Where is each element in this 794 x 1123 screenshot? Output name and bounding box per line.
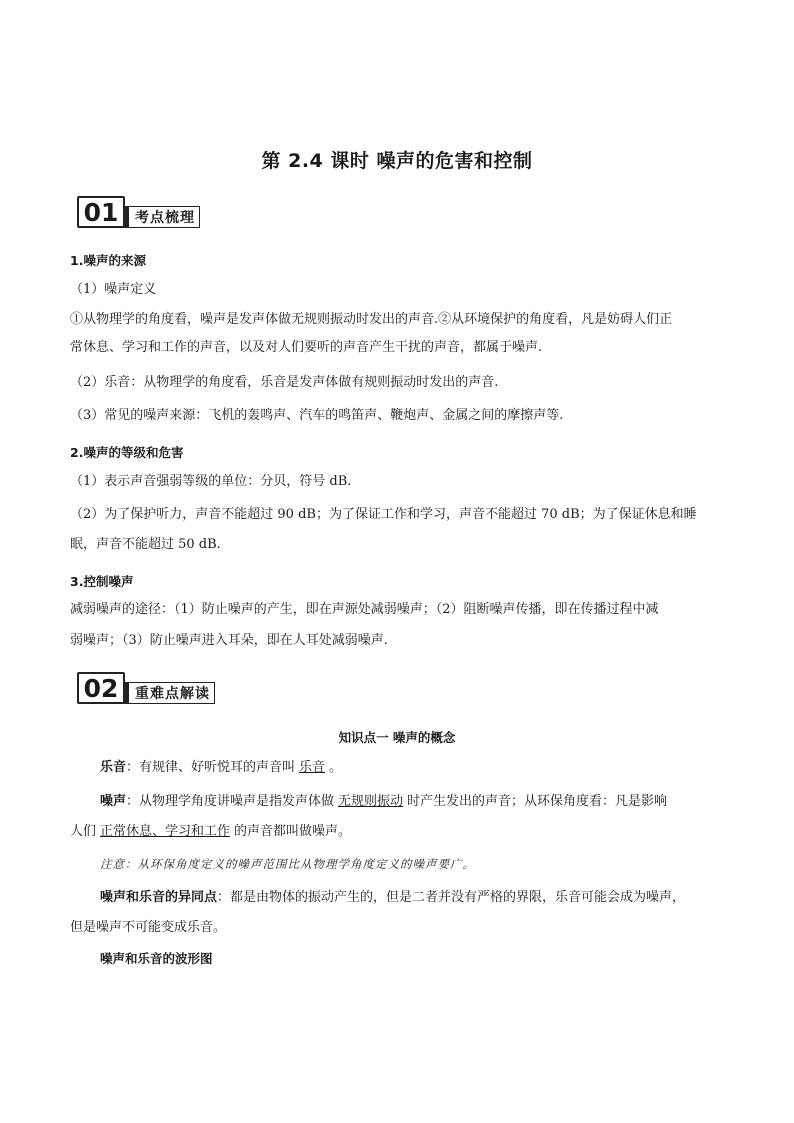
section-label-text: 考点梳理 bbox=[135, 210, 195, 226]
fill-in-answer: 无规则振动 bbox=[338, 794, 404, 809]
paragraph: 眠，声音不能超过 50 dB. bbox=[70, 537, 221, 552]
fill-in-answer: 乐音 bbox=[299, 760, 326, 775]
text: 时产生发出的声音；从环保角度看：凡是影响 bbox=[407, 794, 668, 809]
term: 噪声 bbox=[100, 794, 127, 809]
heading-noise-control: 3.控制噪声 bbox=[70, 574, 134, 589]
paragraph: （1）噪声定义 bbox=[70, 282, 157, 297]
paragraph: （2）乐音：从物理学的角度看，乐音是发声体做有规则振动时发出的声音. bbox=[70, 375, 499, 390]
section-number: 01 bbox=[77, 196, 125, 228]
waveform-heading: 噪声和乐音的波形图 bbox=[100, 951, 213, 966]
heading-noise-source: 1.噪声的来源 bbox=[70, 253, 146, 268]
paragraph: （3）常见的噪声来源：飞机的轰鸣声、汽车的鸣笛声、鞭炮声、金属之间的摩擦声等. bbox=[70, 408, 564, 423]
paragraph-noise-def-cont bbox=[70, 818, 730, 846]
text: ：从物理学角度讲噪声是指发声体做 bbox=[126, 794, 335, 809]
fill-in-answer: 正常休息、学习和工作 bbox=[100, 824, 231, 839]
section-label bbox=[125, 682, 215, 704]
text: 的声音都叫做噪声。 bbox=[234, 824, 352, 839]
term: 乐音 bbox=[100, 760, 127, 775]
heading-noise-level: 2.噪声的等级和危害 bbox=[70, 445, 184, 460]
text: ：有规律、好听悦耳的声音叫 bbox=[126, 760, 296, 775]
paragraph: 减弱噪声的途径：（1）防止噪声的产生，即在声源处减弱噪声；（2）阻断噪声传播，即在传播过程中减 bbox=[70, 602, 659, 617]
page-title: 第 2.4 课时 噪声的危害和控制 bbox=[261, 150, 533, 172]
paragraph: ①从物理学的角度看，噪声是发声体做无规则振动时发出的声音.②从环境保护的角度看，凡是妨碍人们正 bbox=[70, 312, 673, 327]
paragraph: 常休息、学习和工作的声音，以及对人们要听的声音产生干扰的声音，都属于噪声. bbox=[70, 340, 543, 355]
section-number: 02 bbox=[77, 672, 125, 704]
paragraph-similarity-cont: 但是噪声不可能变成乐音。 bbox=[70, 920, 227, 935]
text: 。 bbox=[329, 760, 343, 775]
paragraph-similarity bbox=[70, 883, 730, 913]
paragraph-music-def bbox=[70, 753, 730, 783]
section-label-text: 重难点解读 bbox=[135, 686, 210, 702]
knowledge-point-heading: 知识点一 噪声的概念 bbox=[338, 730, 456, 745]
paragraph: （1）表示声音强弱等级的单位：分贝，符号 dB. bbox=[70, 474, 352, 489]
section-badge-01 bbox=[77, 194, 200, 228]
paragraph: 弱噪声；（3）防止噪声进入耳朵，即在人耳处减弱噪声. bbox=[70, 633, 388, 648]
section-label bbox=[125, 206, 200, 228]
text: ：都是由物体的振动产生的，但是二者并没有严格的界限，乐音可能会成为噪声， bbox=[217, 890, 686, 905]
text: 人们 bbox=[70, 824, 97, 839]
note: 注意：从环保角度定义的噪声范围比从物理学角度定义的噪声要广。 bbox=[100, 857, 475, 871]
term: 噪声和乐音的异同点 bbox=[100, 890, 218, 905]
section-badge-02 bbox=[77, 670, 215, 704]
paragraph: （2）为了保护听力，声音不能超过 90 dB；为了保证工作和学习，声音不能超过 70 dB；为了保证休息和睡 bbox=[70, 507, 697, 522]
paragraph-noise-def bbox=[70, 787, 730, 817]
